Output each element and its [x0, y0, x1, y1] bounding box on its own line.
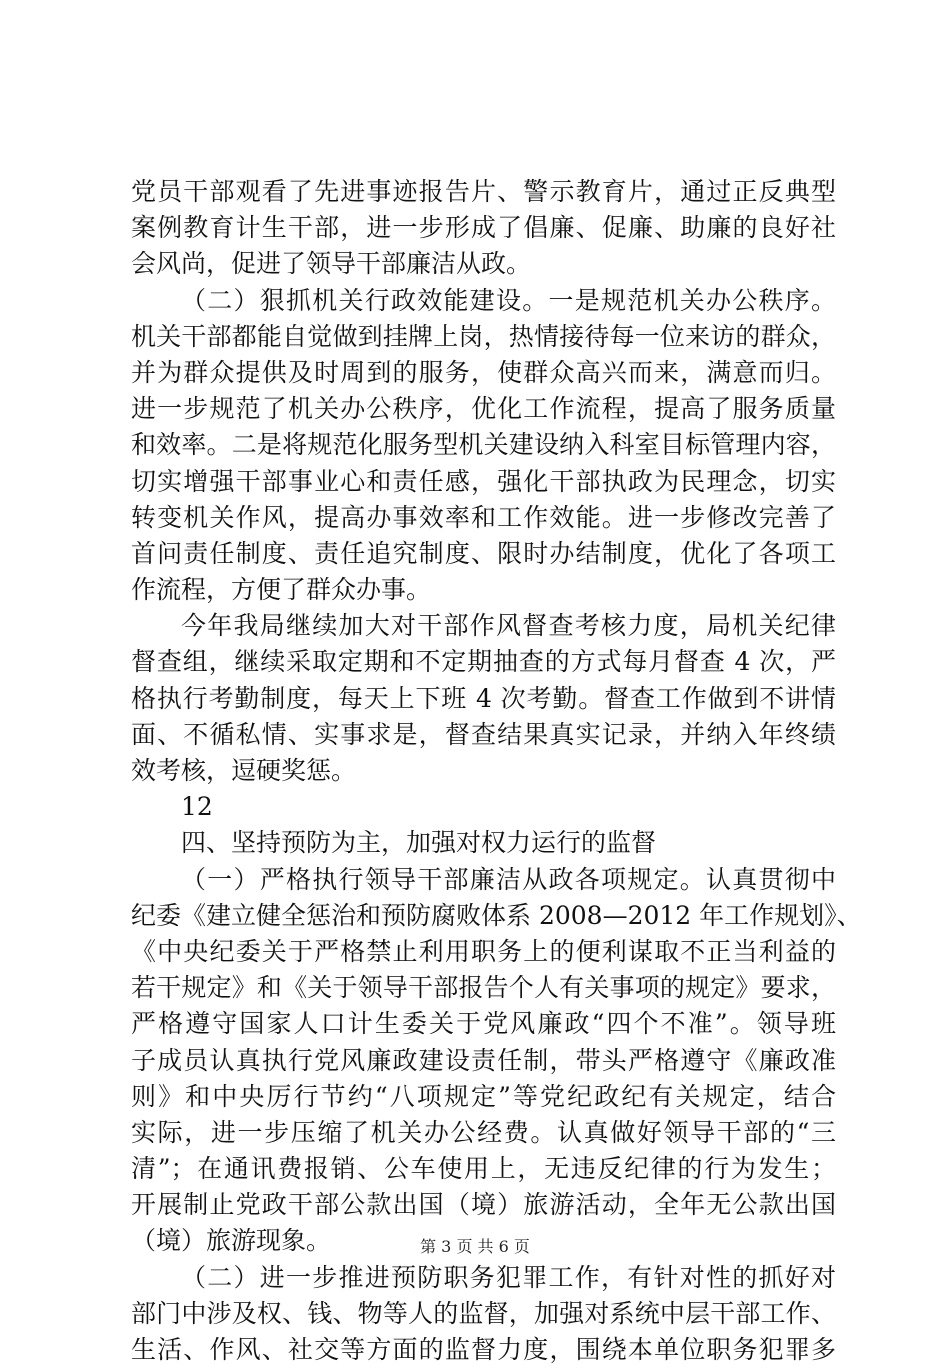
text-line: 部门中涉及权、钱、物等人的监督，加强对系统中层干部工作、: [131, 1298, 836, 1328]
text-line: 生活、作风、社交等方面的监督力度，围绕本单位职务犯罪多: [131, 1335, 836, 1364]
text-line: 转变机关作风，提高办事效率和工作效能。进一步修改完善了: [131, 502, 836, 532]
text-line: 首问责任制度、责任追究制度、限时办结制度，优化了各项工: [131, 538, 836, 568]
text-line: 12: [181, 792, 213, 822]
text-line: 《中央纪委关于严格禁止利用职务上的便利谋取不正当利益的: [131, 936, 836, 966]
text-line: （二）进一步推进预防职务犯罪工作，有针对性的抓好对: [181, 1262, 836, 1292]
text-line: 格执行考勤制度，每天上下班 4 次考勤。督查工作做到不讲情: [131, 683, 836, 713]
text-line: 则》和中央厉行节约“八项规定”等党纪政纪有关规定，结合: [131, 1081, 836, 1111]
text-line: 开展制止党政干部公款出国（境）旅游活动，全年无公款出国: [131, 1190, 836, 1220]
text-line: 子成员认真执行党风廉政建设责任制，带头严格遵守《廉政准: [131, 1045, 836, 1075]
text-line: 清”；在通讯费报销、公车使用上，无违反纪律的行为发生；: [131, 1154, 836, 1184]
text-line: 机关干部都能自觉做到挂牌上岗，热情接待每一位来访的群众，: [131, 321, 836, 351]
text-line: 作流程，方便了群众办事。: [131, 575, 432, 605]
text-line: （二）狠抓机关行政效能建设。一是规范机关办公秩序。: [181, 285, 836, 315]
text-line: 并为群众提供及时周到的服务，使群众高兴而来，满意而归。: [131, 357, 836, 387]
text-line: 督查组，继续采取定期和不定期抽查的方式每月督查 4 次，严: [131, 647, 836, 677]
text-line: 严格遵守国家人口计生委关于党风廉政“四个不准”。领导班: [131, 1009, 836, 1039]
body-text: [131, 174, 862, 1368]
text-line: （一）严格执行领导干部廉洁从政各项规定。认真贯彻中: [181, 864, 836, 894]
text-line: 若干规定》和《关于领导干部报告个人有关事项的规定》要求，: [131, 973, 836, 1003]
text-line: （境）旅游现象。: [131, 1226, 332, 1256]
text-line: 党员干部观看了先进事迹报告片、警示教育片，通过正反典型: [131, 177, 836, 206]
text-line: 效考核，逗硬奖惩。: [131, 756, 357, 785]
text-line: 进一步规范了机关办公秩序，优化工作流程，提高了服务质量: [131, 394, 836, 424]
page-number-footer: 第 3 页 共 6 页: [420, 1237, 530, 1256]
text-line: 面、不循私情、实事求是，督查结果真实记录，并纳入年终绩: [131, 719, 836, 749]
text-line: 今年我局继续加大对干部作风督查考核力度，局机关纪律: [181, 611, 836, 641]
text-line: 纪委《建立健全惩治和预防腐败体系 2008—2012 年工作规划》、: [131, 900, 862, 930]
text-line: 四、坚持预防为主，加强对权力运行的监督: [181, 828, 657, 858]
text-line: 和效率。二是将规范化服务型机关建设纳入科室目标管理内容，: [131, 430, 836, 460]
text-line: 切实增强干部事业心和责任感，强化干部执政为民理念，切实: [131, 466, 836, 496]
text-line: 实际，进一步压缩了机关办公经费。认真做好领导干部的“三: [131, 1117, 836, 1147]
text-line: 会风尚，促进了领导干部廉洁从政。: [131, 249, 532, 279]
text-line: 案例教育计生干部，进一步形成了倡廉、促廉、助廉的良好社: [131, 213, 836, 243]
